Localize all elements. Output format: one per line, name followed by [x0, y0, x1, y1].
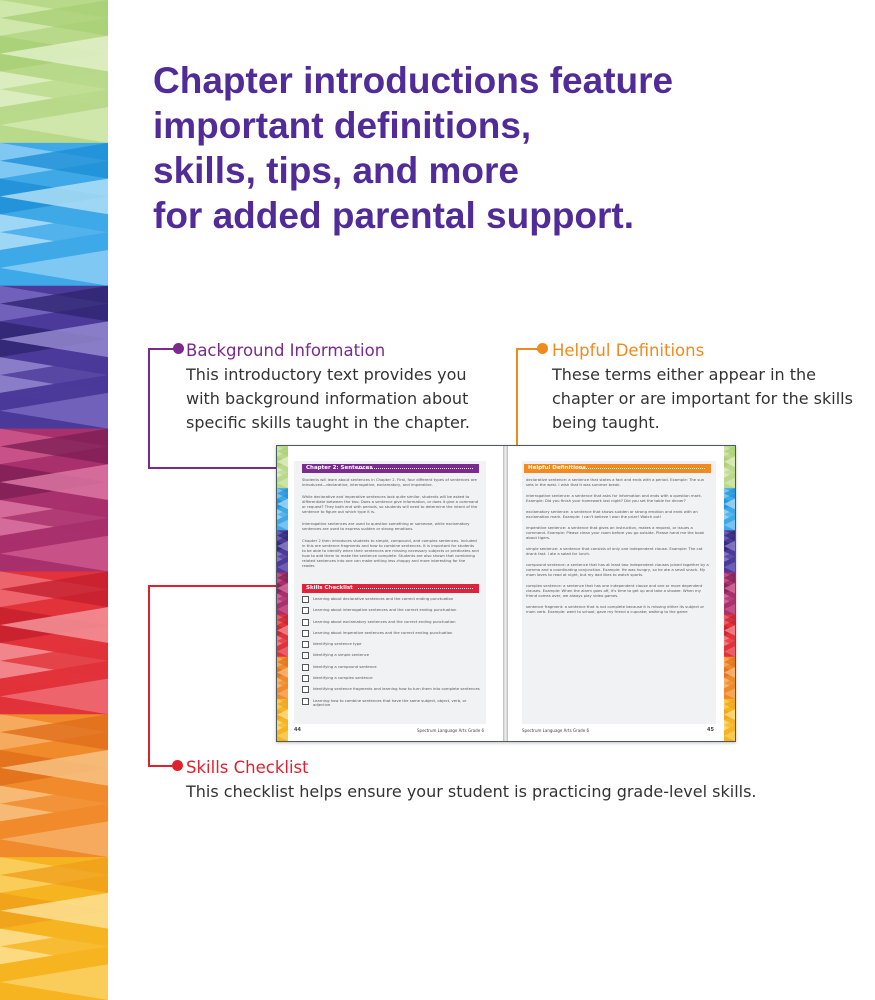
checklist-item: [302, 596, 480, 607]
checklist-item-label: Identifying sentence type: [313, 641, 362, 647]
checkbox[interactable]: [302, 698, 309, 705]
skills-checklist-bar: Skills Checklist: [302, 584, 479, 593]
checkbox[interactable]: [302, 619, 309, 626]
intro-paragraph: Chapter 2 then introduces students to simple, compound, and complex sentences. Included in this are sentence fragments and how to combine sentences. It is important for students to be able to identify when their sentences are missing necessary subjects or predicates and how to add them to make the sentence complete. Students are also shown that combining related sentences into one can make writing less choppy and more interesting for the reader.: [302, 538, 479, 568]
connector-line: [148, 348, 150, 469]
definition-entry: exclamatory sentence: a sentence that shows sudden or strong emotion and ends with an exclamation mark. Example: I can't believe I won the prize! Watch out!: [526, 509, 698, 519]
checklist-item: [302, 641, 480, 652]
checklist-item-label: Learning how to combine sentences that have the same subject, object, verb, or adjective: [313, 697, 467, 708]
background-info-callout: [186, 339, 496, 435]
checkbox[interactable]: [302, 675, 309, 682]
definition-entry: declarative sentence: a sentence that states a fact and ends with a period. Example: The sun sets in the west. I wish that it was summer break.: [526, 477, 705, 487]
page-number: 45: [707, 727, 714, 733]
definition-entry: complex sentence: a sentence that has one independent clause and one or more dependent clauses. Example: When the alarm goes off, it's time to get up and take a shower. When my friend comes over, we always play video games.: [526, 583, 703, 598]
checklist-item-label: Identifying a compound sentence: [313, 663, 377, 669]
text-line: This introductory text provides you: [186, 365, 467, 384]
text-line: being taught.: [552, 413, 660, 432]
rainbow-strip: [0, 0, 108, 1000]
definitions-callout: [552, 339, 857, 435]
checklist-item-label: Learning about imperative sentences and the correct ending punctuation: [313, 629, 453, 635]
left-page: [277, 446, 503, 741]
headline-line: Chapter introductions feature: [153, 60, 674, 101]
checklist-item: [302, 698, 480, 709]
intro-paragraph: Interrogative sentences are used to question something or someone, while exclamatory sentences are used to express sudden or strong emotions.: [302, 521, 470, 531]
checklist-item-label: Identifying a complex sentence: [313, 675, 373, 681]
page-footer: Spectrum Language Arts Grade 6: [522, 728, 589, 733]
text-line: This checklist helps ensure your student is practicing grade-level skills.: [186, 782, 757, 801]
definition-entry: sentence fragment: a sentence that is not complete because it is missing either its subject or main verb. Example: went to school; gave my friend a cupcake; walking to the game: [526, 604, 705, 614]
checklist-item-label: Learning about exclamatory sentences and the correct ending punctuation: [313, 618, 456, 624]
page-number: 44: [294, 727, 301, 733]
checklist-item: [302, 607, 480, 618]
checklist-item: [302, 652, 480, 663]
skills-checklist-text: [186, 780, 786, 804]
text-line: These terms either appear in the: [552, 365, 817, 384]
skills-checklist-callout: [186, 756, 786, 804]
definitions-title: Helpful Definitions: [552, 341, 705, 360]
background-info-title: Background Information: [186, 341, 386, 360]
chapter-header-bar: Chapter 2: Sentences: [302, 464, 479, 473]
definition-entry: interrogative sentence: a sentence that asks for information and ends with a question mark. Example: Did you finish your homework last night? Did you set the table for dinner?: [526, 493, 702, 503]
headline-line: important definitions,: [153, 105, 532, 146]
headline-line: for added parental support.: [153, 195, 635, 236]
checklist-item: [302, 664, 480, 675]
checklist-item-label: Learning about interrogative sentences and the correct ending punctuation: [313, 607, 457, 613]
checkbox[interactable]: [302, 596, 309, 603]
skills-checklist: [302, 596, 480, 709]
page-footer: Spectrum Language Arts Grade 6: [417, 728, 484, 733]
right-page: [508, 446, 735, 741]
checklist-item-label: Identifying a simple sentence: [313, 652, 370, 658]
checkbox[interactable]: [302, 652, 309, 659]
text-line: chapter or are important for the skills: [552, 389, 853, 408]
definitions-dot: [537, 343, 548, 354]
checklist-item-label: Identifying sentence fragments and learning how to turn them into complete sentences: [313, 686, 480, 692]
page-edge-strip: [277, 446, 288, 741]
checklist-item: [302, 630, 480, 641]
page-edge-strip: [724, 446, 735, 741]
headline-line: skills, tips, and more: [153, 150, 520, 191]
text-line: specific skills taught in the chapter.: [186, 413, 470, 432]
background-info-dot: [173, 343, 184, 354]
checkbox[interactable]: [302, 664, 309, 671]
headline: [153, 58, 833, 238]
definition-entry: simple sentence: a sentence that consists of only one independent clause. Example: The cat drank fast. I ate a salad for lunch.: [526, 546, 703, 556]
definition-entry: compound sentence: a sentence that has at least two independent clauses joined together by a comma and a coordinating conjunction. Example: He was hungry, so he ate a small snack. My mom loves to read at night, but my dad likes to watch sports.: [526, 562, 709, 577]
connector-line: [148, 585, 150, 766]
checkbox[interactable]: [302, 607, 309, 614]
checklist-item: [302, 686, 480, 697]
background-info-text: [186, 363, 496, 435]
checkbox[interactable]: [302, 686, 309, 693]
checklist-item: [302, 619, 480, 630]
intro-paragraph: Students will learn about sentences in Chapter 2. First, four different types of sentences are introduced—declarative, interrogative, exclamatory, and imperative.: [302, 477, 477, 487]
skills-checklist-title: Skills Checklist: [186, 758, 309, 777]
skills-dot: [172, 760, 183, 771]
text-line: with background information about: [186, 389, 469, 408]
checkbox[interactable]: [302, 630, 309, 637]
checkbox[interactable]: [302, 641, 309, 648]
definitions-text: [552, 363, 857, 435]
intro-paragraph: While declarative and imperative sentences look quite similar, students will be asked to differentiate between the two. Does a sentence give information, or does it give a command or request? They both end with periods, so students will need to determine the intent of the sentence to figure out which type it is.: [302, 494, 479, 514]
definition-entry: imperative sentence: a sentence that gives an instruction, makes a request, or issues a command. Example: Please clean your room before you go outside. Please hand me the book about tigers.: [526, 525, 705, 540]
definitions-header-bar: Helpful Definitions: [524, 464, 711, 473]
book-spread: [276, 445, 736, 742]
checklist-item-label: Learning about declarative sentences and the correct ending punctuation: [313, 596, 454, 601]
checklist-item: [302, 675, 480, 686]
